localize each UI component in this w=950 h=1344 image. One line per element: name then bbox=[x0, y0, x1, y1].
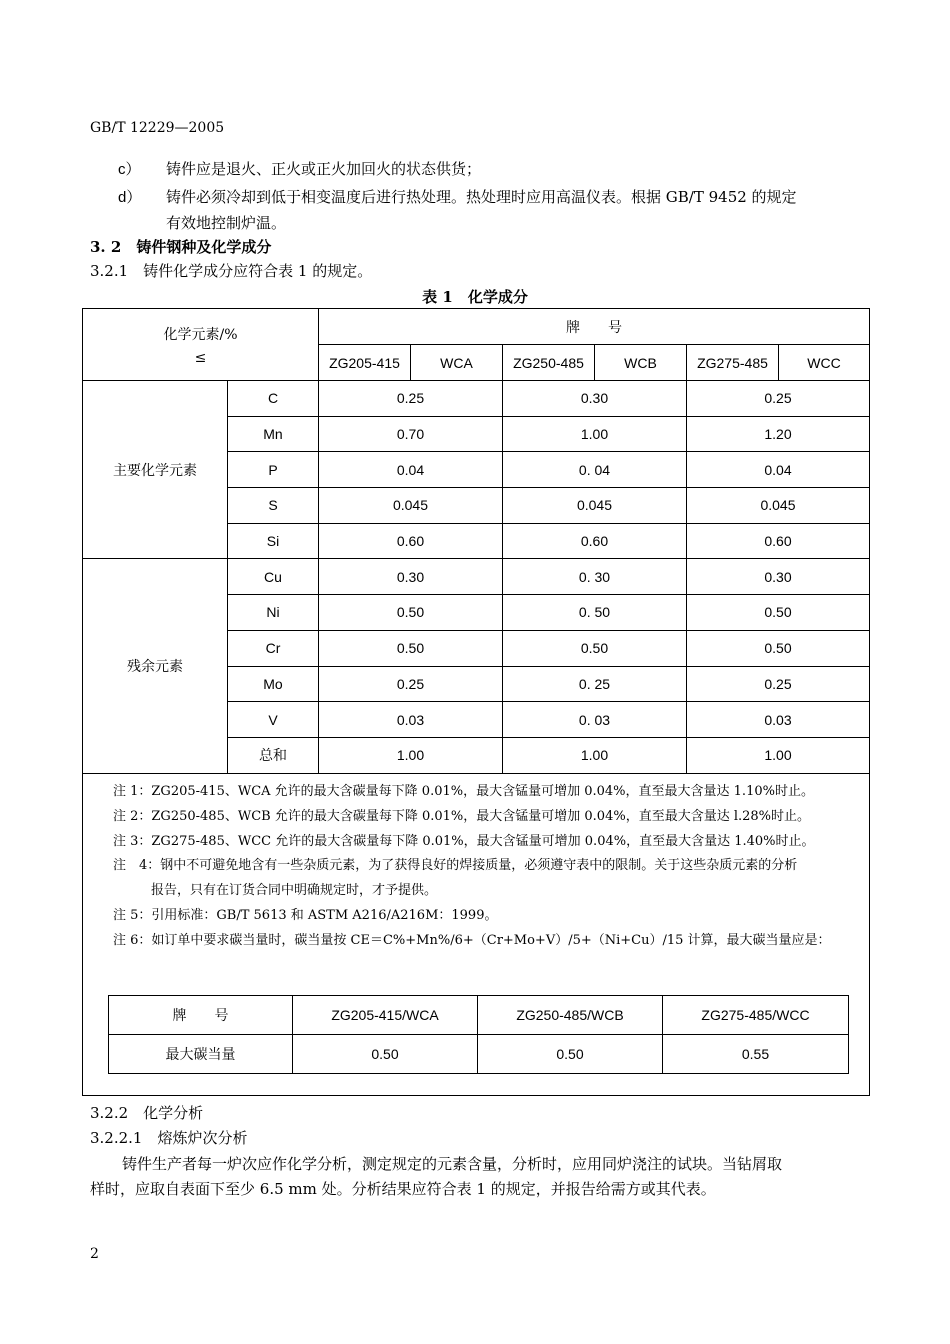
element-label: C bbox=[228, 381, 319, 417]
element-label: Cr bbox=[228, 630, 319, 666]
value-cell: 0.50 bbox=[319, 630, 503, 666]
value-cell: 0.30 bbox=[503, 381, 687, 417]
note-5: 注 5：引用标准：GB/T 5613 和 ASTM A216/A216M：1999。 bbox=[113, 907, 498, 923]
note-6: 注 6：如订单中要求碳当量时，碳当量按 CE＝C%+Mn%/6+（Cr+Mo+V）/5+（Ni+Cu）/15 计算，最大碳当量应是： bbox=[113, 932, 831, 948]
ce-header-label: 牌 号 bbox=[109, 995, 293, 1034]
element-label: S bbox=[228, 488, 319, 524]
value-cell: 0.045 bbox=[687, 488, 870, 524]
value-cell: 0. 50 bbox=[503, 595, 687, 631]
value-cell: 0.50 bbox=[503, 630, 687, 666]
ce-grade-3: ZG275-485/WCC bbox=[663, 995, 849, 1034]
grade-cell: ZG205-415 bbox=[319, 345, 411, 381]
element-label: Ni bbox=[228, 595, 319, 631]
element-label: 总和 bbox=[228, 737, 319, 773]
value-cell: 0.04 bbox=[319, 452, 503, 488]
value-cell: 0.04 bbox=[687, 452, 870, 488]
note-4: 注 4：钢中不可避免地含有一些杂质元素，为了获得良好的焊接质量，必须遵守表中的限制。关于这些杂质元素的分析 bbox=[113, 857, 798, 873]
ce-value-3: 0.55 bbox=[663, 1034, 849, 1073]
corner-header-cell bbox=[83, 309, 319, 381]
value-cell: 0. 25 bbox=[503, 666, 687, 702]
table-row bbox=[83, 559, 870, 595]
table-row bbox=[83, 381, 870, 417]
section-3-2-heading: 3. 2 铸件钢种及化学成分 bbox=[90, 238, 272, 256]
value-cell: 1.00 bbox=[687, 737, 870, 773]
value-cell: 0.25 bbox=[319, 381, 503, 417]
value-cell: 0.60 bbox=[503, 523, 687, 559]
ce-grade-1: ZG205-415/WCA bbox=[293, 995, 478, 1034]
value-cell: 0.70 bbox=[319, 416, 503, 452]
ce-value-2: 0.50 bbox=[478, 1034, 663, 1073]
value-cell: 0.50 bbox=[319, 595, 503, 631]
note-3: 注 3：ZG275-485、WCC 允许的最大含碳量每下降 0.01%，最大含锰量可增加 0.04%，直至最大含量达 1.40%时止。 bbox=[113, 833, 815, 849]
value-cell: 0. 30 bbox=[503, 559, 687, 595]
value-cell: 0.60 bbox=[687, 523, 870, 559]
value-cell: 1.00 bbox=[503, 737, 687, 773]
chemical-composition-table bbox=[82, 308, 870, 1096]
item-c-text: 铸件应是退火、正火或正火加回火的状态供货； bbox=[166, 160, 482, 178]
group-label: 残余元素 bbox=[83, 559, 228, 773]
value-cell: 0.25 bbox=[319, 666, 503, 702]
paragraph-line-1: 铸件生产者每一炉次应作化学分析，测定规定的元素含量，分析时，应用同炉浇注的试块。当钻屑取 bbox=[122, 1155, 783, 1173]
table1-caption: 表 1 化学成分 bbox=[422, 288, 528, 306]
value-cell: 0.045 bbox=[503, 488, 687, 524]
grade-cell: WCA bbox=[411, 345, 503, 381]
group-label: 主要化学元素 bbox=[83, 381, 228, 559]
section-3-2-1-text: 3.2.1 铸件化学成分应符合表 1 的规定。 bbox=[90, 262, 373, 280]
value-cell: 0. 03 bbox=[503, 702, 687, 738]
value-cell: 0.25 bbox=[687, 381, 870, 417]
grade-header: 牌 号 bbox=[319, 309, 870, 345]
value-cell: 0.25 bbox=[687, 666, 870, 702]
item-d-text: 铸件必须冷却到低于相变温度后进行热处理。热处理时应用高温仪表。根据 GB/T 9452 的规定 bbox=[166, 188, 797, 206]
item-d-marker: d） bbox=[118, 189, 142, 206]
element-label: Mn bbox=[228, 416, 319, 452]
grade-cell: ZG275-485 bbox=[687, 345, 779, 381]
grade-cell: WCB bbox=[595, 345, 687, 381]
item-c-marker: c） bbox=[118, 161, 141, 178]
value-cell: 0.50 bbox=[687, 630, 870, 666]
table1-body bbox=[83, 381, 870, 774]
element-label: Si bbox=[228, 523, 319, 559]
note-2: 注 2：ZG250-485、WCB 允许的最大含碳量每下降 0.01%，最大含锰量可增加 0.04%，直至最大含量达 l.28%时止。 bbox=[113, 808, 811, 824]
carbon-equivalent-table bbox=[108, 995, 849, 1074]
value-cell: 0.045 bbox=[319, 488, 503, 524]
element-label: P bbox=[228, 452, 319, 488]
element-label: Cu bbox=[228, 559, 319, 595]
value-cell: 1.00 bbox=[319, 737, 503, 773]
value-cell: 1.00 bbox=[503, 416, 687, 452]
value-cell: 0. 04 bbox=[503, 452, 687, 488]
grade-cell: ZG250-485 bbox=[503, 345, 595, 381]
section-3-2-2-1-heading: 3.2.2.1 熔炼炉次分析 bbox=[90, 1129, 248, 1147]
ce-value-1: 0.50 bbox=[293, 1034, 478, 1073]
ce-grade-2: ZG250-485/WCB bbox=[478, 995, 663, 1034]
element-label: V bbox=[228, 702, 319, 738]
corner-label: 化学元素/% bbox=[163, 326, 238, 343]
value-cell: 0.03 bbox=[687, 702, 870, 738]
section-3-2-2-heading: 3.2.2 化学分析 bbox=[90, 1104, 204, 1122]
paragraph-line-2: 样时，应取自表面下至少 6.5 mm 处。分析结果应符合表 1 的规定，并报告给需方或其代表。 bbox=[90, 1180, 716, 1198]
notes-cell bbox=[83, 773, 870, 1095]
value-cell: 0.50 bbox=[687, 595, 870, 631]
value-cell: 0.03 bbox=[319, 702, 503, 738]
value-cell: 0.30 bbox=[687, 559, 870, 595]
element-label: Mo bbox=[228, 666, 319, 702]
value-cell: 1.20 bbox=[687, 416, 870, 452]
corner-symbol: ≤ bbox=[194, 349, 207, 366]
page-number: 2 bbox=[90, 1246, 99, 1262]
value-cell: 0.30 bbox=[319, 559, 503, 595]
note-1: 注 1：ZG205-415、WCA 允许的最大含碳量每下降 0.01%，最大含锰量可增加 0.04%，直至最大含量达 1.10%时止。 bbox=[113, 783, 814, 799]
standard-number: GB/T 12229—2005 bbox=[90, 120, 225, 136]
grade-cell: WCC bbox=[779, 345, 870, 381]
item-d-continuation: 有效地控制炉温。 bbox=[166, 214, 287, 232]
note-4-continuation: 报告，只有在订货合同中明确规定时，才予提供。 bbox=[151, 882, 438, 898]
ce-row-label: 最大碳当量 bbox=[109, 1034, 293, 1073]
value-cell: 0.60 bbox=[319, 523, 503, 559]
